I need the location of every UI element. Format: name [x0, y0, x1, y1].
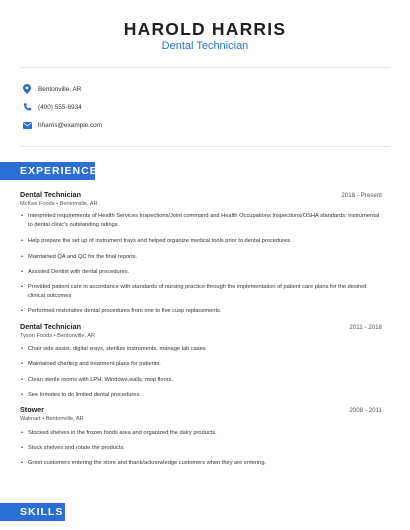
list-item: • Assisted Dentist with dental procedures.	[28, 268, 383, 277]
job-location: Bentonville, AR	[57, 333, 96, 339]
job-location: Bentonville, AR	[45, 416, 84, 422]
list-item: • See Inmates to do limited dental procedures.	[28, 391, 383, 400]
job-employer: Tyson Foods • Bentonville, AR	[20, 333, 96, 339]
divider	[20, 67, 390, 68]
job-company: Tyson Foods	[20, 333, 53, 339]
contact-email	[22, 119, 102, 131]
job-dates: 2011 - 2018	[349, 324, 382, 331]
list-item: • Stocked shelves in the frozen foods area and organized the dairy products.	[28, 429, 383, 438]
list-item: • Chair side assist, digital xrays, sterilize instruments, manage lab cases	[28, 345, 383, 354]
job-employer: Walmart • Bentonville, AR	[20, 416, 84, 422]
list-item: • Interpreted requirements of Health Services Inspections/Joint command and Health Occupations Inspections/OSHA standards; instrumental to dental clinic's outstanding ratings.	[28, 212, 383, 229]
list-item: • Maintained charting and treatment plans for patients.	[28, 360, 383, 369]
job-employer: McKee Foods • Bentonville, AR	[20, 201, 98, 207]
job-dates: 2018 - Present	[341, 192, 382, 199]
list-item: • Clean sterile rooms with LPH, Windows,walls, mop floors.	[28, 376, 383, 385]
location-text: Bentonville, AR	[38, 85, 82, 93]
job-entry	[20, 322, 382, 339]
contact-location	[22, 83, 81, 95]
list-item: • Provided patient care in accordance with standards of nursing practice through the implementation of patient care plans for the desired clinical outcomes	[28, 283, 383, 300]
list-item: • Stock shelves and rotate the products.	[28, 444, 383, 453]
job-title: Dental Technician	[20, 322, 81, 331]
location-pin-icon	[22, 84, 32, 94]
section-heading-experience: EXPERIENCE	[0, 162, 95, 180]
email-icon	[22, 120, 32, 130]
job-dates: 2008 - 2011	[349, 407, 382, 414]
job-entry	[20, 190, 382, 207]
divider	[20, 146, 390, 147]
job-company: Walmart	[20, 416, 41, 422]
job-entry	[20, 405, 382, 422]
job-title: Dental Technician	[20, 190, 81, 199]
phone-icon	[22, 102, 32, 112]
section-heading-skills: SKILLS	[0, 503, 65, 521]
list-item: • Greet customers entering the store and thank/acknowledge customers when they are entering.	[28, 459, 383, 468]
contact-phone	[22, 101, 82, 113]
job-company: McKee Foods	[20, 201, 55, 207]
email-text: hharris@example.com	[38, 121, 103, 129]
list-item: • Performed restorative dental procedures from one to five cusp replacements.	[28, 307, 383, 316]
candidate-title: Dental Technician	[161, 40, 249, 52]
phone-text: (400) 555-6934	[38, 103, 82, 111]
list-item: • Maintained QA and QC for the final reports.	[28, 253, 383, 262]
job-location: Bentonville, AR	[59, 201, 98, 207]
list-item: • Help prepare the set up of instrument trays and helped organize medical tools prior to dental procedures.	[28, 237, 383, 246]
job-title: Stower	[20, 405, 44, 414]
candidate-name: HAROLD HARRIS	[123, 19, 287, 39]
